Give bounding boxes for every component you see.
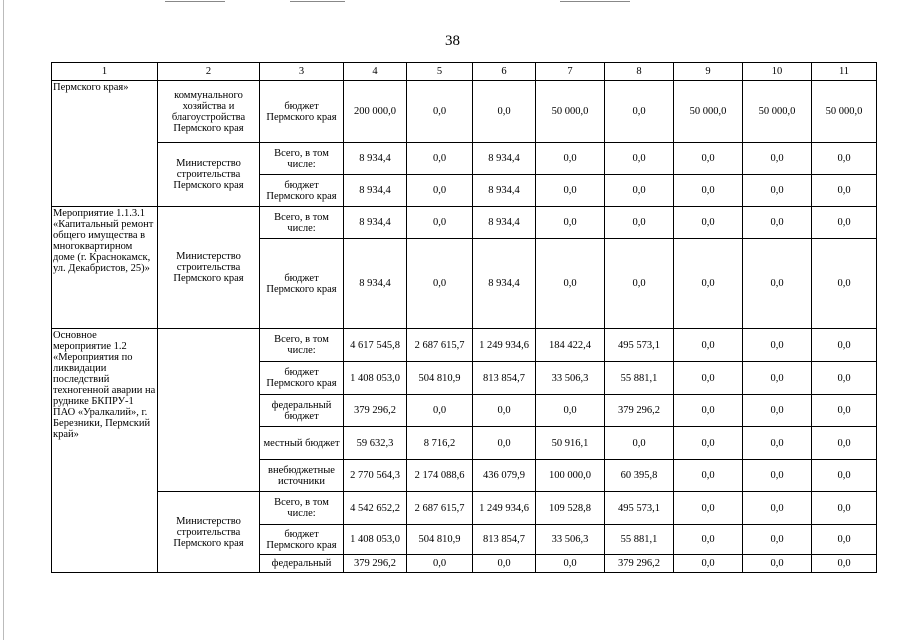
value-cell: 50 000,0 [812, 81, 877, 143]
value-cell: 813 854,7 [473, 362, 536, 395]
value-cell: 0,0 [743, 525, 812, 555]
executor-cell: Министерство строительства Пермского края [158, 492, 260, 573]
value-cell: 2 770 564,3 [344, 460, 407, 492]
value-cell: 0,0 [812, 175, 877, 207]
value-cell: 0,0 [473, 427, 536, 460]
value-cell: 0,0 [407, 81, 473, 143]
page-number: 38 [445, 33, 460, 49]
source-cell: бюджет Пермского края [260, 525, 344, 555]
value-cell: 379 296,2 [605, 395, 674, 427]
source-cell: Всего, в том числе: [260, 143, 344, 175]
value-cell: 2 174 088,6 [407, 460, 473, 492]
value-cell: 109 528,8 [536, 492, 605, 525]
source-cell: федеральный бюджет [260, 395, 344, 427]
value-cell: 813 854,7 [473, 525, 536, 555]
column-header: 3 [260, 63, 344, 81]
executor-cell [158, 329, 260, 492]
column-header: 6 [473, 63, 536, 81]
value-cell: 2 687 615,7 [407, 492, 473, 525]
value-cell: 0,0 [812, 362, 877, 395]
value-cell: 0,0 [812, 239, 877, 329]
value-cell: 0,0 [674, 207, 743, 239]
column-header: 2 [158, 63, 260, 81]
value-cell: 0,0 [812, 143, 877, 175]
source-cell: Всего, в том числе: [260, 492, 344, 525]
value-cell: 0,0 [812, 555, 877, 573]
value-cell: 8 934,4 [344, 207, 407, 239]
value-cell: 0,0 [674, 427, 743, 460]
column-header: 7 [536, 63, 605, 81]
source-cell: Всего, в том числе: [260, 207, 344, 239]
value-cell: 495 573,1 [605, 492, 674, 525]
value-cell: 8 934,4 [473, 239, 536, 329]
value-cell: 0,0 [605, 427, 674, 460]
table-row [52, 143, 877, 175]
value-cell: 0,0 [743, 175, 812, 207]
value-cell: 0,0 [812, 329, 877, 362]
value-cell: 55 881,1 [605, 362, 674, 395]
source-cell: бюджет Пермского края [260, 81, 344, 143]
top-edge-marks [0, 0, 905, 6]
program-cell: Основное мероприятие 1.2 «Мероприятия по ликвидации последствий техногенной аварии на руднике БКПРУ-1 ПАО «Уралкалий», г. Березники, Пермский край» [52, 329, 158, 573]
value-cell: 0,0 [605, 175, 674, 207]
value-cell: 0,0 [743, 362, 812, 395]
value-cell: 200 000,0 [344, 81, 407, 143]
value-cell: 0,0 [743, 239, 812, 329]
table-row [52, 329, 877, 362]
source-cell: внебюджетные источники [260, 460, 344, 492]
value-cell: 59 632,3 [344, 427, 407, 460]
value-cell: 0,0 [536, 395, 605, 427]
value-cell: 0,0 [674, 239, 743, 329]
value-cell: 50 000,0 [536, 81, 605, 143]
value-cell: 50 000,0 [674, 81, 743, 143]
value-cell: 0,0 [743, 207, 812, 239]
value-cell: 0,0 [473, 555, 536, 573]
value-cell: 8 934,4 [473, 175, 536, 207]
value-cell: 0,0 [605, 143, 674, 175]
value-cell: 379 296,2 [344, 395, 407, 427]
value-cell: 100 000,0 [536, 460, 605, 492]
value-cell: 0,0 [743, 329, 812, 362]
value-cell: 0,0 [605, 207, 674, 239]
value-cell: 0,0 [536, 239, 605, 329]
table-row [52, 207, 877, 239]
value-cell: 8 934,4 [344, 239, 407, 329]
value-cell: 0,0 [674, 555, 743, 573]
value-cell: 1 408 053,0 [344, 362, 407, 395]
source-cell: местный бюджет [260, 427, 344, 460]
scan-edge [3, 0, 4, 640]
executor-cell: Министерство строительства Пермского края [158, 143, 260, 207]
executor-cell: коммунального хозяйства и благоустройства Пермского края [158, 81, 260, 143]
value-cell: 0,0 [536, 143, 605, 175]
source-cell: Всего, в том числе: [260, 329, 344, 362]
value-cell: 0,0 [674, 175, 743, 207]
value-cell: 495 573,1 [605, 329, 674, 362]
value-cell: 379 296,2 [605, 555, 674, 573]
value-cell: 504 810,9 [407, 362, 473, 395]
value-cell: 0,0 [407, 395, 473, 427]
value-cell: 0,0 [536, 555, 605, 573]
value-cell: 0,0 [674, 143, 743, 175]
value-cell: 0,0 [812, 207, 877, 239]
value-cell: 1 249 934,6 [473, 492, 536, 525]
value-cell: 4 617 545,8 [344, 329, 407, 362]
table-row [52, 492, 877, 525]
budget-table [51, 62, 877, 573]
value-cell: 0,0 [674, 525, 743, 555]
value-cell: 504 810,9 [407, 525, 473, 555]
value-cell: 2 687 615,7 [407, 329, 473, 362]
value-cell: 0,0 [407, 239, 473, 329]
value-cell: 0,0 [743, 395, 812, 427]
executor-cell: Министерство строительства Пермского края [158, 207, 260, 329]
value-cell: 8 934,4 [473, 143, 536, 175]
value-cell: 0,0 [674, 395, 743, 427]
value-cell: 1 249 934,6 [473, 329, 536, 362]
value-cell: 379 296,2 [344, 555, 407, 573]
source-cell: бюджет Пермского края [260, 362, 344, 395]
value-cell: 0,0 [812, 427, 877, 460]
program-cell: Мероприятие 1.1.3.1 «Капитальный ремонт общего имущества в многоквартирном доме (г. Краснокамск, ул. Декабристов, 25)» [52, 207, 158, 329]
value-cell: 0,0 [674, 460, 743, 492]
value-cell: 8 934,4 [473, 207, 536, 239]
column-number-row [52, 63, 877, 81]
value-cell: 4 542 652,2 [344, 492, 407, 525]
value-cell: 0,0 [536, 207, 605, 239]
value-cell: 0,0 [407, 207, 473, 239]
value-cell: 0,0 [743, 143, 812, 175]
value-cell: 0,0 [743, 427, 812, 460]
source-cell: федеральный [260, 555, 344, 573]
value-cell: 0,0 [536, 175, 605, 207]
value-cell: 33 506,3 [536, 525, 605, 555]
value-cell: 0,0 [674, 329, 743, 362]
column-header: 1 [52, 63, 158, 81]
value-cell: 8 716,2 [407, 427, 473, 460]
source-cell: бюджет Пермского края [260, 239, 344, 329]
value-cell: 50 000,0 [743, 81, 812, 143]
value-cell: 1 408 053,0 [344, 525, 407, 555]
column-header: 9 [674, 63, 743, 81]
value-cell: 55 881,1 [605, 525, 674, 555]
value-cell: 0,0 [812, 460, 877, 492]
value-cell: 8 934,4 [344, 175, 407, 207]
value-cell: 50 916,1 [536, 427, 605, 460]
column-header: 11 [812, 63, 877, 81]
program-cell: Пермского края» [52, 81, 158, 207]
column-header: 4 [344, 63, 407, 81]
value-cell: 0,0 [674, 362, 743, 395]
value-cell: 33 506,3 [536, 362, 605, 395]
value-cell: 0,0 [743, 460, 812, 492]
column-header: 5 [407, 63, 473, 81]
value-cell: 0,0 [674, 492, 743, 525]
value-cell: 8 934,4 [344, 143, 407, 175]
column-header: 8 [605, 63, 674, 81]
value-cell: 0,0 [407, 143, 473, 175]
value-cell: 0,0 [407, 175, 473, 207]
value-cell: 436 079,9 [473, 460, 536, 492]
value-cell: 0,0 [407, 555, 473, 573]
value-cell: 0,0 [743, 492, 812, 525]
value-cell: 0,0 [605, 239, 674, 329]
value-cell: 0,0 [473, 395, 536, 427]
value-cell: 0,0 [743, 555, 812, 573]
value-cell: 0,0 [812, 395, 877, 427]
value-cell: 184 422,4 [536, 329, 605, 362]
column-header: 10 [743, 63, 812, 81]
source-cell: бюджет Пермского края [260, 175, 344, 207]
table-row [52, 81, 877, 143]
value-cell: 60 395,8 [605, 460, 674, 492]
value-cell: 0,0 [812, 492, 877, 525]
value-cell: 0,0 [605, 81, 674, 143]
value-cell: 0,0 [812, 525, 877, 555]
value-cell: 0,0 [473, 81, 536, 143]
